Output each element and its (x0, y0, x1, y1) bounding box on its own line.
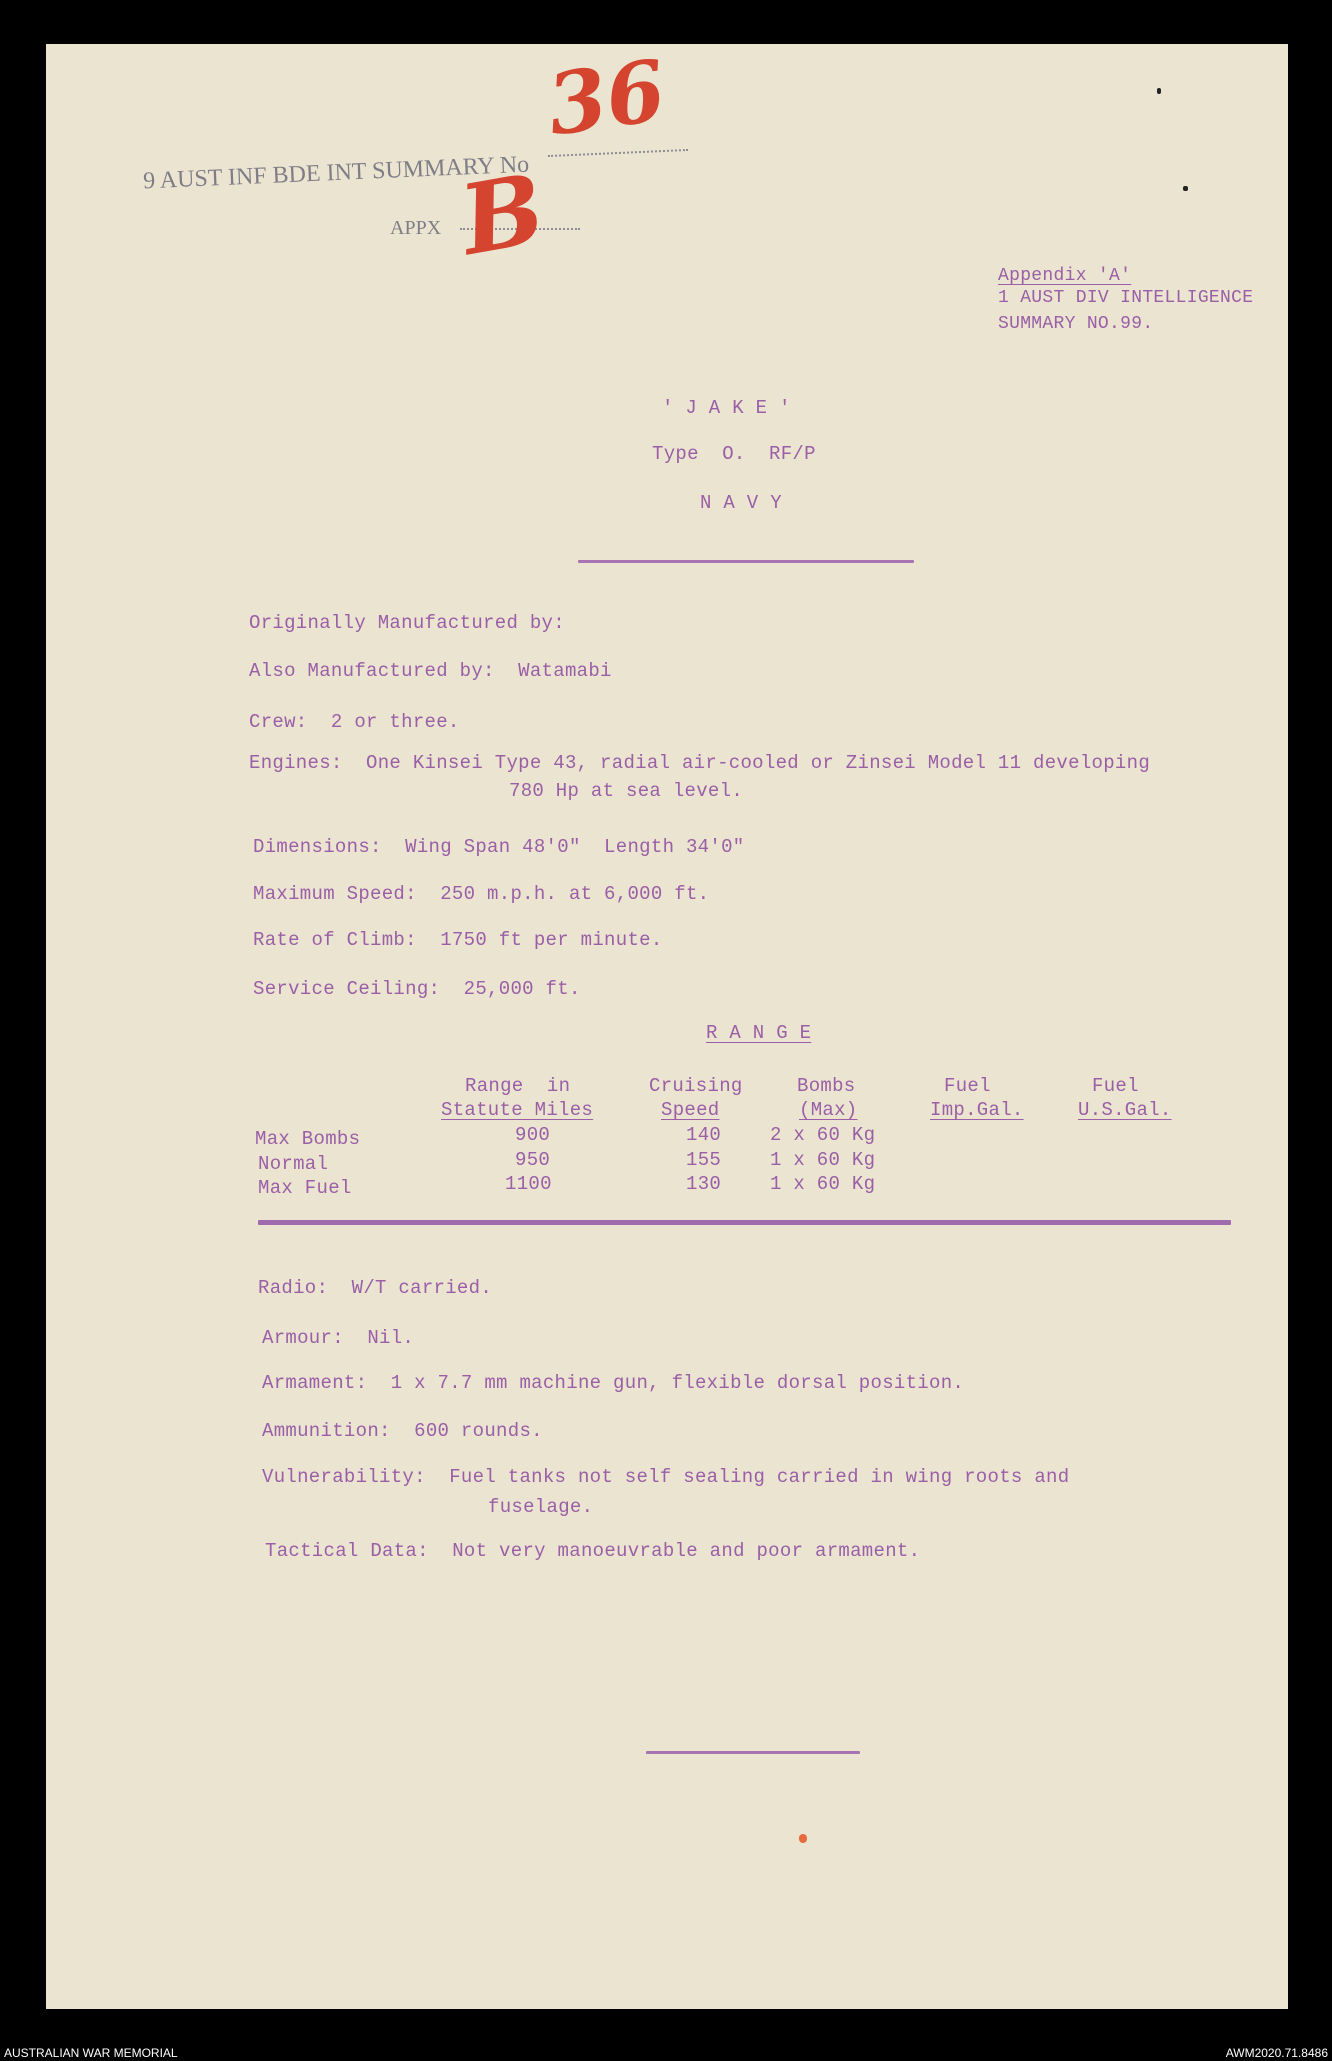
ammunition: Ammunition: 600 rounds. (262, 1420, 543, 1442)
vulnerability-line-1: Vulnerability: Fuel tanks not self sealing carried in wing roots and (262, 1466, 1070, 1488)
rate-of-climb: Rate of Climb: 1750 ft per minute. (253, 929, 663, 951)
service-ceiling: Service Ceiling: 25,000 ft. (253, 978, 581, 1000)
col-fuel-us-h1: Fuel (1092, 1075, 1139, 1097)
row-bombs: 1 x 60 Kg (770, 1149, 876, 1171)
handwritten-number: 36 (541, 40, 672, 155)
col-bombs-h2: (Max) (799, 1099, 858, 1121)
armament: Armament: 1 x 7.7 mm machine gun, flexible dorsal position. (262, 1372, 965, 1394)
aircraft-type: Type O. RF/P (652, 443, 816, 465)
header-rule (578, 560, 914, 563)
closing-rule (646, 1751, 860, 1754)
col-bombs-h1: Bombs (797, 1075, 856, 1097)
appendix-line-2: 1 AUST DIV INTELLIGENCE (998, 288, 1254, 308)
paper-mark (1183, 186, 1188, 191)
dimensions: Dimensions: Wing Span 48'0" Length 34'0" (253, 836, 745, 858)
aircraft-service: N A V Y (700, 492, 782, 514)
row-speed: 155 (686, 1149, 722, 1171)
row-label: Max Bombs (255, 1128, 361, 1150)
row-speed: 130 (686, 1173, 722, 1195)
row-label: Max Fuel (258, 1177, 352, 1199)
row-label: Normal (258, 1153, 329, 1175)
col-cruise-h1: Cruising (649, 1075, 743, 1097)
document-page (46, 44, 1288, 2009)
appendix-title: Appendix 'A' (998, 266, 1132, 286)
col-fuel-imp-h1: Fuel (944, 1075, 991, 1097)
col-fuel-imp-h2: Imp.Gal. (930, 1099, 1024, 1121)
engines-line-1: Engines: One Kinsei Type 43, radial air-cooled or Zinsei Model 11 developing (249, 752, 1151, 774)
vulnerability-line-2: fuselage. (488, 1496, 594, 1518)
crew: Crew: 2 or three. (249, 711, 460, 733)
armour: Armour: Nil. (262, 1327, 415, 1349)
aircraft-name: ' J A K E ' (662, 397, 791, 419)
red-mark (799, 1834, 807, 1843)
orig-manufacturer: Originally Manufactured by: (249, 612, 565, 634)
row-bombs: 2 x 60 Kg (770, 1124, 876, 1146)
row-bombs: 1 x 60 Kg (770, 1173, 876, 1195)
row-range: 1100 (505, 1173, 552, 1195)
handwritten-letter: B (452, 151, 553, 278)
tactical-data: Tactical Data: Not very manoeuvrable and poor armament. (265, 1540, 921, 1562)
col-range-h1: Range in (465, 1075, 571, 1097)
row-speed: 140 (686, 1124, 722, 1146)
col-cruise-h2: Speed (661, 1099, 720, 1121)
row-range: 950 (515, 1149, 551, 1171)
engines-line-2: 780 Hp at sea level. (509, 780, 744, 802)
row-range: 900 (515, 1124, 551, 1146)
footer-accession: AWM2020.71.8486 (1225, 2046, 1328, 2060)
col-range-h2: Statute Miles (441, 1099, 594, 1121)
table-rule (258, 1220, 1231, 1225)
col-fuel-us-h2: U.S.Gal. (1078, 1099, 1172, 1121)
paper-mark (1157, 88, 1161, 94)
appendix-line-3: SUMMARY NO.99. (998, 314, 1154, 334)
max-speed: Maximum Speed: 250 m.p.h. at 6,000 ft. (253, 883, 710, 905)
also-manufacturer: Also Manufactured by: Watamabi (249, 660, 612, 682)
range-title: R A N G E (706, 1022, 812, 1044)
radio: Radio: W/T carried. (258, 1277, 493, 1299)
footer-credit: AUSTRALIAN WAR MEMORIAL (4, 2046, 178, 2060)
appx-stamp: APPX (390, 217, 442, 239)
brigade-stamp-line: 9 AUST INF BDE INT SUMMARY No (142, 151, 530, 195)
